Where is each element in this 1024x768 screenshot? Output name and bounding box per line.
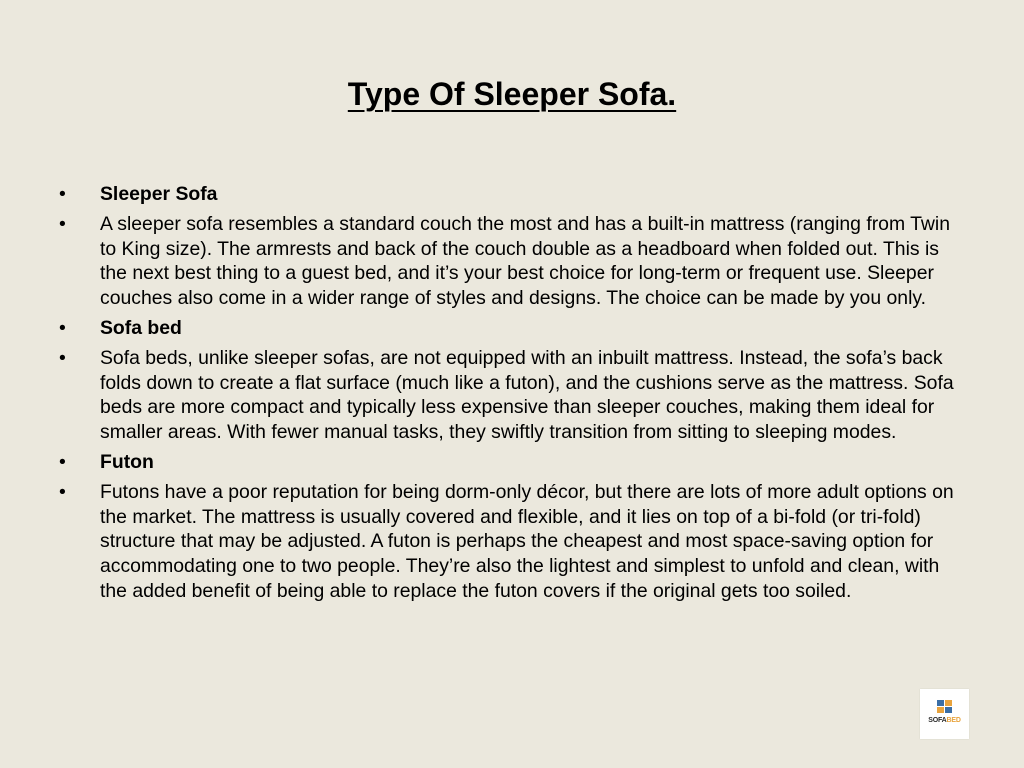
bullet-icon: •: [59, 480, 66, 503]
bullet-item: [56, 212, 961, 311]
bullet-item: [56, 480, 961, 604]
bullet-icon: •: [59, 212, 66, 235]
section-body: Futons have a poor reputation for being dorm-only décor, but there are lots of more adult options on the market. The mattress is usually covered and flexible, and it lies on top of a bi-fold (or tri-fold) structure that may be adjusted. A futon is perhaps the cheapest and most space-saving option for accommodating one to two people. They’re also the lightest and simplest to unfold and clean, with the added benefit of being able to replace the futon covers if the original gets too soiled.: [100, 480, 954, 602]
bullet-icon: •: [59, 450, 66, 473]
bullet-item: [56, 316, 961, 341]
section-body: A sleeper sofa resembles a standard couch the most and has a built-in mattress (ranging from Twin to King size). The armrests and back of the couch double as a headboard when folded out. This is the next best thing to a guest bed, and it’s your best choice for long-term or frequent use. Sleeper couches also come in a wider range of styles and designs. The choice can be made by you only.: [100, 212, 951, 310]
bullet-item: [56, 346, 961, 445]
section-body: Sofa beds, unlike sleeper sofas, are not equipped with an inbuilt mattress. Instead, the sofa’s back folds down to create a flat surface (much like a futon), and the cushions serve as the mattress. Sofa beds are more compact and typically less expensive than sleeper couches, making them ideal for smaller areas. With fewer manual tasks, they swiftly transition from sitting to sleeping modes.: [100, 346, 954, 444]
logo-text-part2: BED: [946, 717, 961, 724]
bullet-icon: •: [59, 346, 66, 369]
section-heading: Futon: [100, 450, 154, 473]
bullet-icon: •: [59, 183, 66, 205]
sofabed-logo-icon: [937, 700, 952, 713]
slide-title: Type Of Sleeper Sofa.: [347, 76, 677, 112]
section-heading: Sofa bed: [100, 316, 182, 339]
bullet-item: [56, 182, 961, 207]
sofabed-logo: [920, 689, 969, 739]
bullet-icon: •: [59, 316, 66, 339]
bullet-item: [56, 450, 961, 475]
bullet-list: [56, 182, 961, 609]
section-heading: Sleeper Sofa: [100, 183, 218, 205]
logo-text: [920, 717, 969, 724]
logo-text-part1: SOFA: [928, 717, 947, 724]
